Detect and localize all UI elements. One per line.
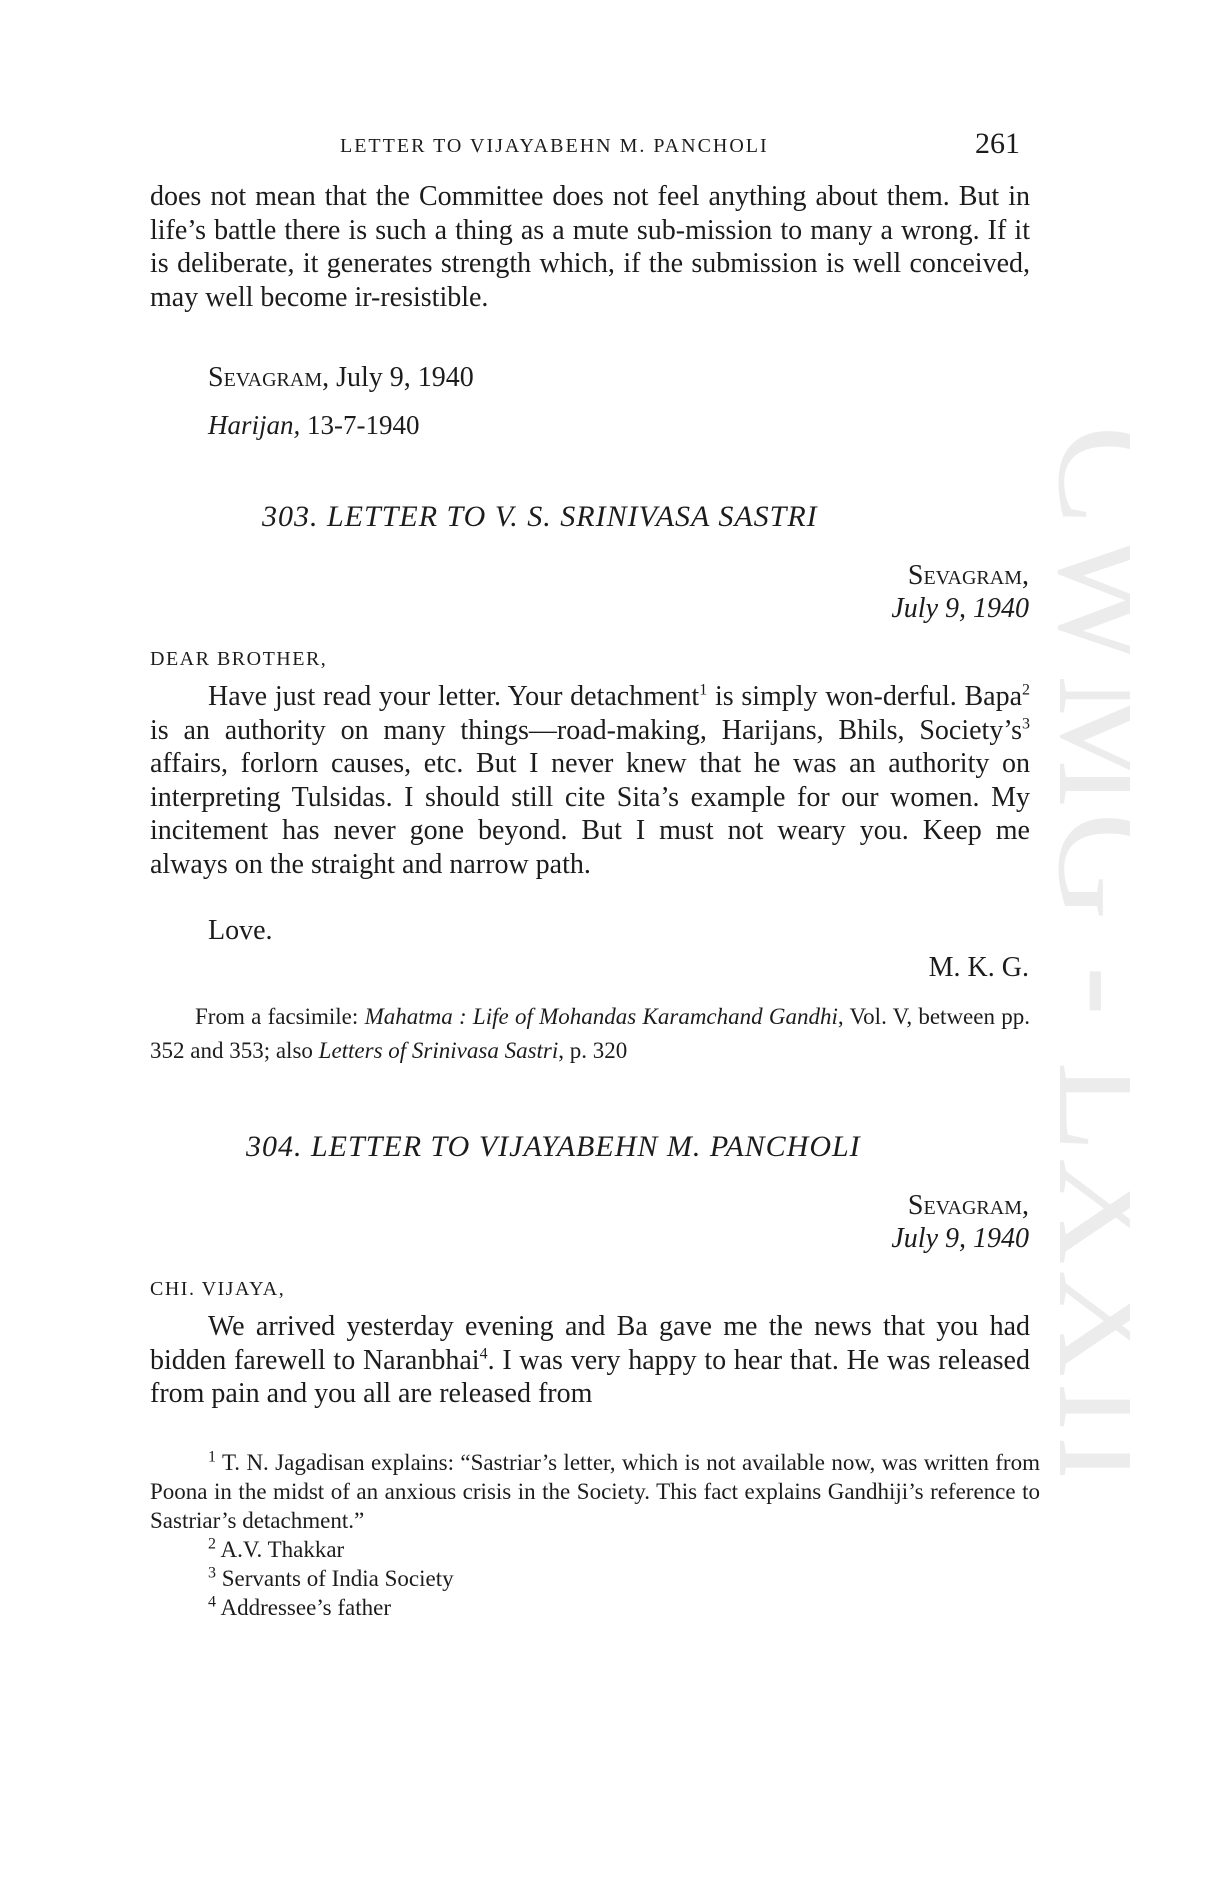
source-publication: Harijan, (208, 410, 301, 440)
continuation-place: Sevagram, (208, 362, 330, 393)
letter-303-text-1: Have just read your letter. Your detachment (208, 681, 700, 712)
letter-304-text-2: . I was very happy to hear that. He was released from pain and you all are released from (150, 1344, 1030, 1410)
continuation-date: July 9, 1940 (336, 362, 474, 393)
continuation-dateline (208, 362, 474, 394)
footnote-4-text: Addressee’s father (220, 1595, 391, 1620)
source-title-2: Letters of Srinivasa Sastri (318, 1038, 559, 1063)
page-number: 261 (975, 127, 1020, 160)
footnote-4 (150, 1593, 1040, 1622)
letter-304-body (150, 1310, 1030, 1411)
letter-303-source (150, 1000, 1030, 1068)
source-date: 13-7-1940 (307, 410, 420, 440)
footnote-4-number: 4 (208, 1593, 216, 1611)
footnote-1 (150, 1448, 1040, 1535)
letter-304-heading: 304. LETTER TO VIJAYABEHN M. PANCHOLI (246, 1130, 861, 1163)
letter-304-text-1: We arrived yesterday evening and Ba gave me the news that you had bidden farewell to Naranbhai (150, 1311, 1030, 1376)
footnote-3-text: Servants of India Society (221, 1566, 454, 1591)
letter-303-date: July 9, 1940 (891, 593, 1029, 624)
source-suffix: , p. 320 (558, 1038, 628, 1063)
source-prefix: From a facsimile: (195, 1004, 365, 1029)
letter-303-place: Sevagram, (907, 560, 1029, 591)
letter-303-signature: M. K. G. (928, 952, 1029, 983)
letter-303-text-4: affairs, forlorn causes, etc. But I never knew that he was an authority on interpreting Tulsidas. I should still cite Sita’s example for our women. My incitement has never gone beyond. But I must not weary you. Keep me always on the straight and narrow path. (150, 748, 1030, 880)
source-title-1: Mahatma : Life of Mohandas Karamchand Gandhi (364, 1004, 838, 1029)
letter-303-heading: 303. LETTER TO V. S. SRINIVASA SASTRI (262, 500, 818, 533)
footnote-3 (150, 1564, 1040, 1593)
footnote-ref-4: 4 (479, 1345, 488, 1363)
letter-304-salutation: CHI. VIJAYA, (150, 1278, 286, 1300)
footnote-ref-2: 2 (1022, 681, 1031, 699)
letter-304-date: July 9, 1940 (891, 1223, 1029, 1254)
letter-303-closing: Love. (208, 915, 273, 946)
footnote-2 (150, 1535, 1040, 1564)
letter-303-body (150, 680, 1030, 882)
continuation-source (208, 410, 420, 441)
footnote-3-number: 3 (208, 1564, 216, 1582)
footnote-1-text: T. N. Jagadisan explains: “Sastriar’s letter, which is not available now, was written from Poona in the midst of an anxious crisis in the Society. This fact explains Gandhiji’s reference to Sastriar’s detachment.” (150, 1450, 1040, 1533)
footnote-1-number: 1 (208, 1448, 216, 1466)
letter-303-salutation: DEAR BROTHER, (150, 648, 328, 670)
running-head: LETTER TO VIJAYABEHN M. PANCHOLI (340, 135, 769, 157)
letter-303-text-3: is an authority on many things—road-making, Harijans, Bhils, Society’s (150, 714, 1022, 746)
footnote-2-number: 2 (208, 1535, 216, 1553)
continuation-paragraph: does not mean that the Committee does not feel anything about them. But in life’s battle there is such a thing as a mute sub-mission to many a wrong. If it is deliberate, it generates strength which, if the submission is well conceived, may well become ir-resistible. (150, 181, 1030, 313)
watermark-text: CWMG LXXII (1027, 425, 1130, 1475)
footnote-ref-1: 1 (699, 681, 708, 699)
letter-303-text-2: is simply won-derful. Bapa (707, 681, 1023, 712)
source-mid: , Vol. V, between pp. 352 and 353; also (150, 1004, 1030, 1063)
footnote-2-text: A.V. Thakkar (220, 1537, 345, 1562)
letter-304-place: Sevagram, (907, 1190, 1029, 1221)
footnote-ref-3: 3 (1022, 715, 1030, 733)
